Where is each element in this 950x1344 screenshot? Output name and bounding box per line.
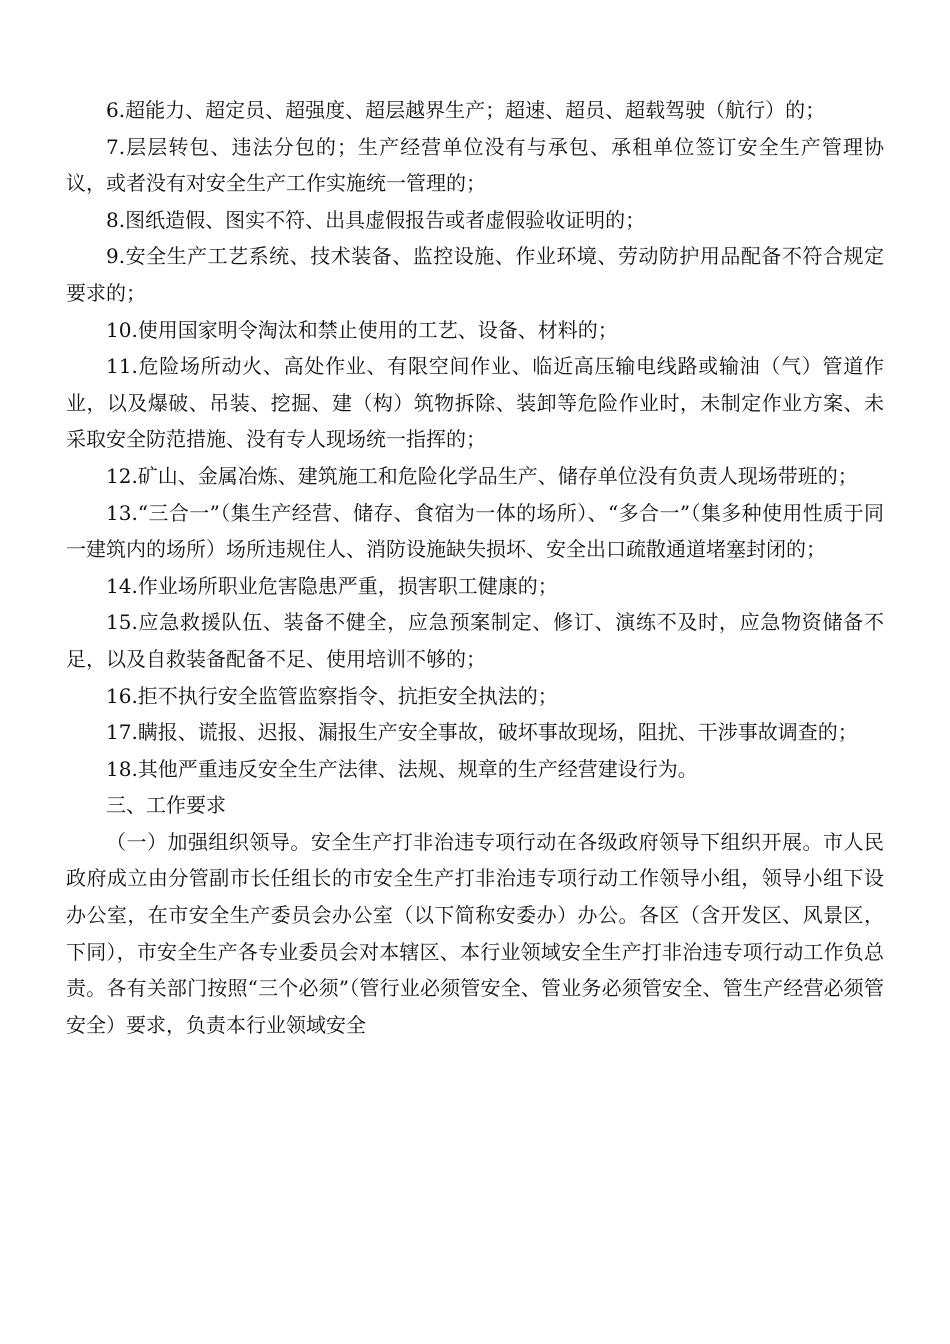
paragraph-item-11: 11.危险场所动火、高处作业、有限空间作业、临近高压输电线路或输油（气）管道作业，以及爆破、吊装、挖掘、建（构）筑物拆除、装卸等危险作业时，未制定作业方案、未采取安全防范措施、没有专人现场统一指挥的； [66,354,884,452]
paragraph-item-7: 7.层层转包、违法分包的；生产经营单位没有与承包、承租单位签订安全生产管理协议，或者没有对安全生产工作实施统一管理的； [66,134,884,196]
paragraph-item-16: 16.拒不执行安全监管监察指令、抗拒安全执法的； [106,683,558,708]
paragraph-organization: （一）加强组织领导。安全生产打非治违专项行动在各级政府领导下组织开展。市人民政府成立由分管副市长任组长的市安全生产打非治违专项行动工作领导小组，领导小组下设办公室，在市安全生产委员会办公室（以下简称安委办）办公。各区（含开发区、风景区，下同），市安全生产各专业委员会对本辖区、本行业领域安全生产打非治违专项行动工作负总责。各有关部门按照“三个必须”（管行业必须管安全、管业务必须管安全、管生产经营必须管安全）要求，负责本行业领域安全 [66,829,884,1037]
paragraph-item-6: 6.超能力、超定员、超强度、超层越界生产；超速、超员、超载驾驶（航行）的； [106,98,826,122]
paragraph-item-10: 10.使用国家明令淘汰和禁止使用的工艺、设备、材料的； [106,317,618,342]
paragraph-item-13: 13.“三合一”（集生产经营、储存、食宿为一体的场所）、“多合一”（集多种使用性质于同一建筑内的场所）场所违规住人、消防设施缺失损坏、安全出口疏散通道堵塞封闭的； [66,500,884,562]
paragraph-item-9: 9.安全生产工艺系统、技术装备、监控设施、作业环境、劳动防护用品配备不符合规定要求的； [66,244,884,305]
section-heading: 三、工作要求 [106,793,226,818]
paragraph-item-14: 14.作业场所职业危害隐患严重，损害职工健康的； [106,573,558,598]
paragraph-item-8: 8.图纸造假、图实不符、出具虚假报告或者虚假验收证明的； [106,207,646,232]
paragraph-item-18: 18.其他严重违反安全生产法律、法规、规章的生产经营建设行为。 [106,756,698,781]
paragraph-item-15: 15.应急救援队伍、装备不健全，应急预案制定、修订、演练不及时，应急物资储备不足，以及自救装备配备不足、使用培训不够的； [66,610,884,671]
paragraph-item-17: 17.瞒报、谎报、迟报、漏报生产安全事故，破坏事故现场，阻扰、干涉事故调查的； [106,720,858,745]
paragraph-item-12: 12.矿山、金属冶炼、建筑施工和危险化学品生产、储存单位没有负责人现场带班的； [106,463,858,488]
